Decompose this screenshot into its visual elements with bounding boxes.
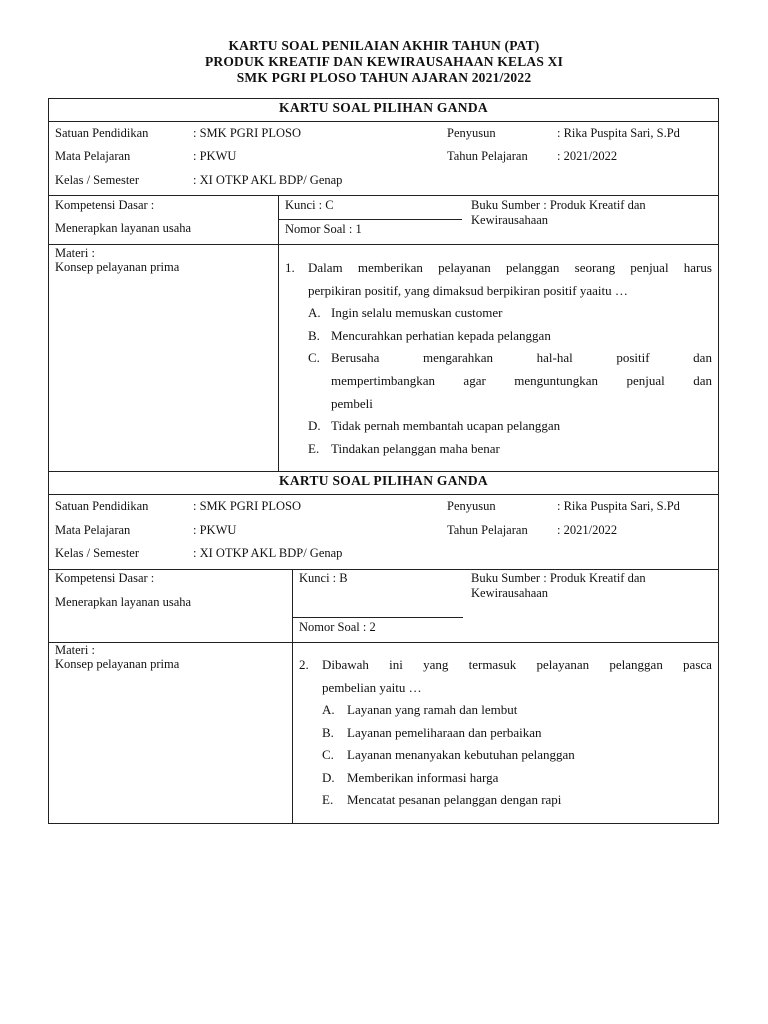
kunci-jawaban: Kunci : B xyxy=(299,571,348,585)
question-text: Dalam memberikan pelayanan pelanggan seorang penjual harus xyxy=(308,260,712,275)
divider xyxy=(48,244,719,245)
card-border xyxy=(48,98,719,99)
question-number: 1. xyxy=(285,260,295,275)
satuan-value: : SMK PGRI PLOSO xyxy=(193,126,302,140)
penyusun-value: : Rika Puspita Sari, S.Pd xyxy=(557,499,680,513)
mapel-label: Mata Pelajaran xyxy=(55,523,131,537)
divider xyxy=(48,121,719,122)
question-number: 2. xyxy=(299,657,309,672)
divider xyxy=(292,569,293,824)
materi-label: Materi : xyxy=(55,643,95,657)
kelas-label: Kelas / Semester xyxy=(55,173,140,187)
kelas-label: Kelas / Semester xyxy=(55,546,140,560)
tahun-label: Tahun Pelajaran xyxy=(447,149,528,163)
question-text-cont: pembelian yaitu … xyxy=(322,680,422,695)
kelas-value: : XI OTKP AKL BDP/ Genap xyxy=(193,546,343,560)
penyusun-value: : Rika Puspita Sari, S.Pd xyxy=(557,126,680,140)
card-border xyxy=(48,98,49,472)
divider xyxy=(48,823,719,824)
buku-sumber-cont: Kewirausahaan xyxy=(471,586,549,600)
buku-sumber-cont: Kewirausahaan xyxy=(471,213,549,227)
card-border xyxy=(718,98,719,472)
tahun-label: Tahun Pelajaran xyxy=(447,523,528,537)
card-border xyxy=(48,471,49,824)
document-subtitle: PRODUK KREATIF DAN KEWIRAUSAHAAN KELAS XI xyxy=(204,54,564,69)
divider xyxy=(48,494,719,495)
card-title: KARTU SOAL PILIHAN GANDA xyxy=(279,473,488,488)
card-title: KARTU SOAL PILIHAN GANDA xyxy=(279,100,488,115)
tahun-value: : 2021/2022 xyxy=(557,149,618,163)
kd-label: Kompetensi Dasar : xyxy=(55,571,155,585)
divider xyxy=(48,569,719,570)
buku-sumber: Buku Sumber : Produk Kreatif dan xyxy=(471,571,646,585)
kd-value: Menerapkan layanan usaha xyxy=(55,221,192,235)
divider xyxy=(48,195,719,196)
tahun-value: : 2021/2022 xyxy=(557,523,618,537)
kd-label: Kompetensi Dasar : xyxy=(55,198,155,212)
divider xyxy=(292,617,463,618)
kelas-value: : XI OTKP AKL BDP/ Genap xyxy=(193,173,343,187)
satuan-label: Satuan Pendidikan xyxy=(55,499,149,513)
mapel-value: : PKWU xyxy=(193,149,237,163)
kd-value: Menerapkan layanan usaha xyxy=(55,595,192,609)
nomor-soal: Nomor Soal : 1 xyxy=(285,222,362,236)
kunci-jawaban: Kunci : C xyxy=(285,198,334,212)
question-text-cont: perpikiran positif, yang dimaksud berpikiran positif yaaitu … xyxy=(308,283,628,298)
divider xyxy=(278,219,462,220)
document-title: KARTU SOAL PENILAIAN AKHIR TAHUN (PAT) xyxy=(228,38,540,53)
divider xyxy=(278,195,279,472)
penyusun-label: Penyusun xyxy=(447,126,496,140)
materi-value: Konsep pelayanan prima xyxy=(55,260,180,274)
question-text: Dibawah ini yang termasuk pelayanan pelanggan pasca xyxy=(322,657,712,672)
divider xyxy=(48,471,719,472)
card-border xyxy=(718,471,719,824)
mapel-value: : PKWU xyxy=(193,523,237,537)
satuan-label: Satuan Pendidikan xyxy=(55,126,149,140)
mapel-label: Mata Pelajaran xyxy=(55,149,131,163)
nomor-soal: Nomor Soal : 2 xyxy=(299,620,376,634)
satuan-value: : SMK PGRI PLOSO xyxy=(193,499,302,513)
materi-value: Konsep pelayanan prima xyxy=(55,657,180,671)
buku-sumber: Buku Sumber : Produk Kreatif dan xyxy=(471,198,646,212)
materi-label: Materi : xyxy=(55,246,95,260)
divider xyxy=(48,642,719,643)
penyusun-label: Penyusun xyxy=(447,499,496,513)
document-school-year: SMK PGRI PLOSO TAHUN AJARAN 2021/2022 xyxy=(236,70,532,85)
